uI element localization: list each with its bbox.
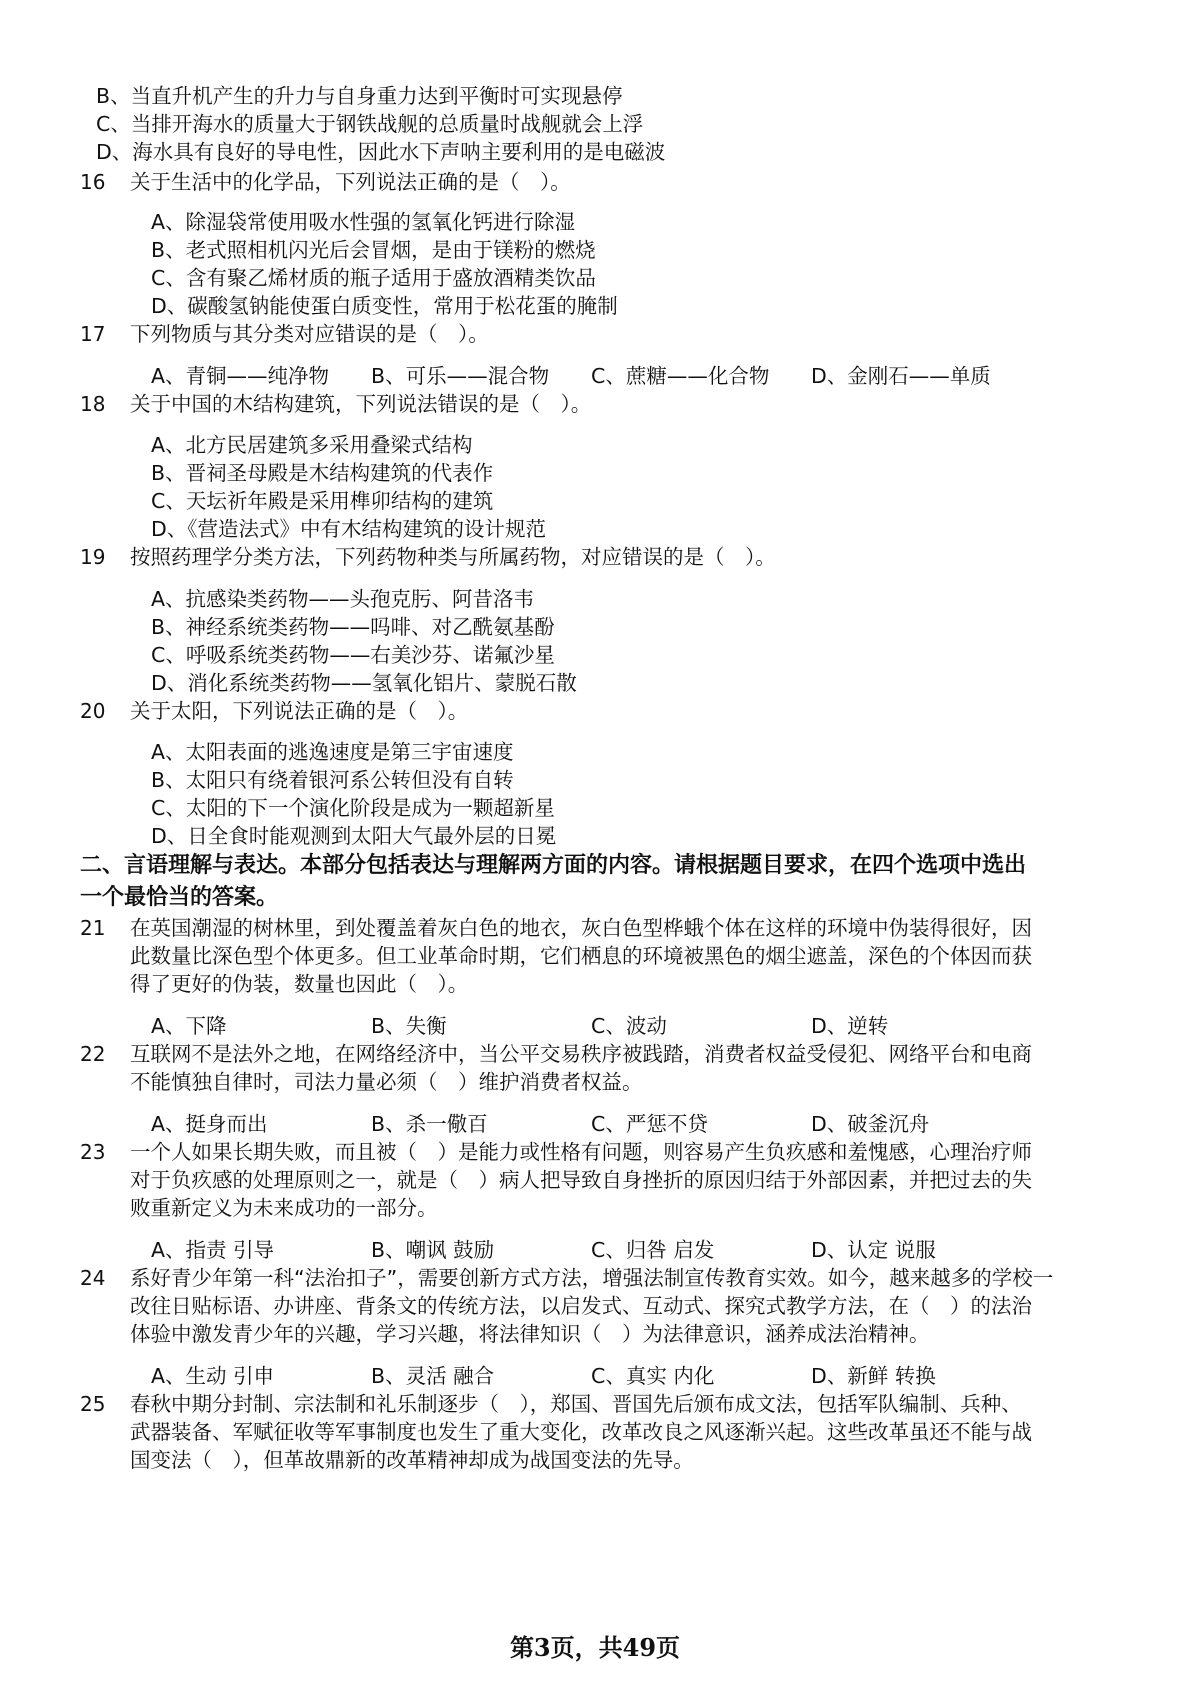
q17-option-a: A、青铜——纯净物	[151, 364, 330, 388]
q23-stem-line1: 一个人如果长期失败，而且被（ ）是能力或性格有问题，则容易产生负疚感和羞愧感，心理治疗师	[130, 1140, 1032, 1164]
q21-option-c: C、波动	[591, 1014, 667, 1038]
q19-option-c: C、呼吸系统类药物——右美沙芬、诺氟沙星	[151, 643, 555, 667]
q23-option-b: B、嘲讽 鼓励	[371, 1238, 495, 1262]
q25-stem-line1: 春秋中期分封制、宗法制和礼乐制逐步（ ），郑国、晋国先后颁布成文法，包括军队编制、兵种、	[130, 1392, 1022, 1416]
q21-option-d: D、逆转	[811, 1014, 889, 1038]
q21-option-b: B、失衡	[371, 1014, 447, 1038]
question-number-19: 19	[80, 545, 106, 569]
q16-option-a: A、除湿袋常使用吸水性强的氢氧化钙进行除湿	[151, 210, 576, 234]
question-number-18: 18	[80, 392, 106, 416]
question-number-20: 20	[80, 699, 106, 723]
q24-stem-line3: 体验中激发青少年的兴趣，学习兴趣，将法律知识（ ）为法律意识，涵养成法治精神。	[130, 1322, 930, 1346]
q18-option-c: C、天坛祈年殿是采用榫卯结构的建筑	[151, 489, 494, 513]
q24-option-b: B、灵活 融合	[371, 1364, 495, 1388]
q21-stem-line1: 在英国潮湿的树林里，到处覆盖着灰白色的地衣，灰白色型桦蛾个体在这样的环境中伪装得很好，因	[130, 916, 1032, 940]
section-heading-line1: 二、言语理解与表达。本部分包括表达与理解两方面的内容。请根据题目要求，在四个选项中选出	[80, 853, 1027, 878]
q17-option-d: D、金刚石——单质	[811, 364, 991, 388]
q22-stem-line1: 互联网不是法外之地，在网络经济中，当公平交易秩序被践踏，消费者权益受侵犯、网络平台和电商	[130, 1042, 1032, 1066]
q22-option-a: A、挺身而出	[151, 1112, 268, 1136]
question-number-24: 24	[80, 1266, 106, 1290]
q22-stem-line2: 不能慎独自律时，司法力量必须（ ）维护消费者权益。	[130, 1070, 643, 1094]
q24-stem-line1: 系好青少年第一科“法治扣子”，需要创新方式方法，增强法制宣传教育实效。如今，越来越多的学校一	[130, 1266, 1054, 1290]
option-c-q15: C、当排开海水的质量大于钢铁战舰的总质量时战舰就会上浮	[96, 112, 644, 136]
q24-option-c: C、真实 内化	[591, 1364, 715, 1388]
q17-option-c: C、蔗糖——化合物	[591, 364, 770, 388]
question-stem-20: 关于太阳，下列说法正确的是（ ）。	[130, 699, 469, 723]
question-number-22: 22	[80, 1042, 106, 1066]
question-number-23: 23	[80, 1140, 106, 1164]
q19-option-d: D、消化系统类药物——氢氧化铝片、蒙脱石散	[151, 671, 577, 695]
q23-stem-line3: 败重新定义为未来成功的一部分。	[130, 1196, 438, 1220]
question-number-16: 16	[80, 170, 106, 194]
option-b-q15: B、当直升机产生的升力与自身重力达到平衡时可实现悬停	[96, 84, 623, 108]
q23-option-d: D、认定 说服	[811, 1238, 936, 1262]
q17-option-b: B、可乐——混合物	[371, 364, 550, 388]
q25-stem-line2: 武器装备、军赋征收等军事制度也发生了重大变化，改革改良之风逐渐兴起。这些改革虽还不能与战	[130, 1420, 1032, 1444]
question-stem-18: 关于中国的木结构建筑，下列说法错误的是（ ）。	[130, 392, 592, 416]
q21-option-a: A、下降	[151, 1014, 227, 1038]
q20-option-a: A、太阳表面的逃逸速度是第三宇宙速度	[151, 740, 514, 764]
question-stem-16: 关于生活中的化学品，下列说法正确的是（ ）。	[130, 170, 571, 194]
question-number-25: 25	[80, 1392, 106, 1416]
q20-option-c: C、太阳的下一个演化阶段是成为一颗超新星	[151, 796, 555, 820]
q16-option-d: D、碳酸氢钠能使蛋白质变性，常用于松花蛋的腌制	[151, 294, 618, 318]
q18-option-d: D、《营造法式》中有木结构建筑的设计规范	[151, 517, 547, 541]
q18-option-b: B、晋祠圣母殿是木结构建筑的代表作	[151, 461, 494, 485]
q22-option-c: C、严惩不贷	[591, 1112, 708, 1136]
q16-option-b: B、老式照相机闪光后会冒烟，是由于镁粉的燃烧	[151, 238, 596, 262]
section-heading-line2: 一个最恰当的答案。	[80, 885, 279, 910]
q16-option-c: C、含有聚乙烯材质的瓶子适用于盛放酒精类饮品	[151, 266, 596, 290]
q24-option-a: A、生动 引申	[151, 1364, 275, 1388]
q19-option-a: A、抗感染类药物——头孢克肟、阿昔洛韦	[151, 587, 535, 611]
q21-stem-line2: 此数量比深色型个体更多。但工业革命时期，它们栖息的环境被黑色的烟尘遮盖，深色的个体因而获	[130, 944, 1032, 968]
question-number-17: 17	[80, 322, 106, 346]
q24-stem-line2: 改往日贴标语、办讲座、背条文的传统方法，以启发式、互动式、探究式教学方法，在（ ）的法治	[130, 1294, 1032, 1318]
q18-option-a: A、北方民居建筑多采用叠梁式结构	[151, 433, 473, 457]
q23-option-c: C、归咎 启发	[591, 1238, 715, 1262]
q19-option-b: B、神经系统类药物——吗啡、对乙酰氨基酚	[151, 615, 555, 639]
q21-stem-line3: 得了更好的伪装，数量也因此（ ）。	[130, 972, 469, 996]
q24-option-d: D、新鲜 转换	[811, 1364, 936, 1388]
question-number-21: 21	[80, 916, 106, 940]
q23-stem-line2: 对于负疚感的处理原则之一，就是（ ）病人把导致自身挫折的原因归结于外部因素，并把过去的失	[130, 1168, 1032, 1192]
page-footer: 第3页，共49页	[509, 1633, 681, 1662]
q20-option-b: B、太阳只有绕着银河系公转但没有自转	[151, 768, 514, 792]
q22-option-b: B、杀一儆百	[371, 1112, 488, 1136]
q20-option-d: D、日全食时能观测到太阳大气最外层的日冕	[151, 824, 557, 848]
question-stem-19: 按照药理学分类方法，下列药物种类与所属药物，对应错误的是（ ）。	[130, 545, 776, 569]
q25-stem-line3: 国变法（ ），但革故鼎新的改革精神却成为战国变法的先导。	[130, 1448, 694, 1472]
option-d-q15: D、海水具有良好的导电性，因此水下声呐主要利用的是电磁波	[96, 140, 666, 164]
question-stem-17: 下列物质与其分类对应错误的是（ ）。	[130, 322, 489, 346]
q22-option-d: D、破釜沉舟	[811, 1112, 930, 1136]
q23-option-a: A、指责 引导	[151, 1238, 275, 1262]
